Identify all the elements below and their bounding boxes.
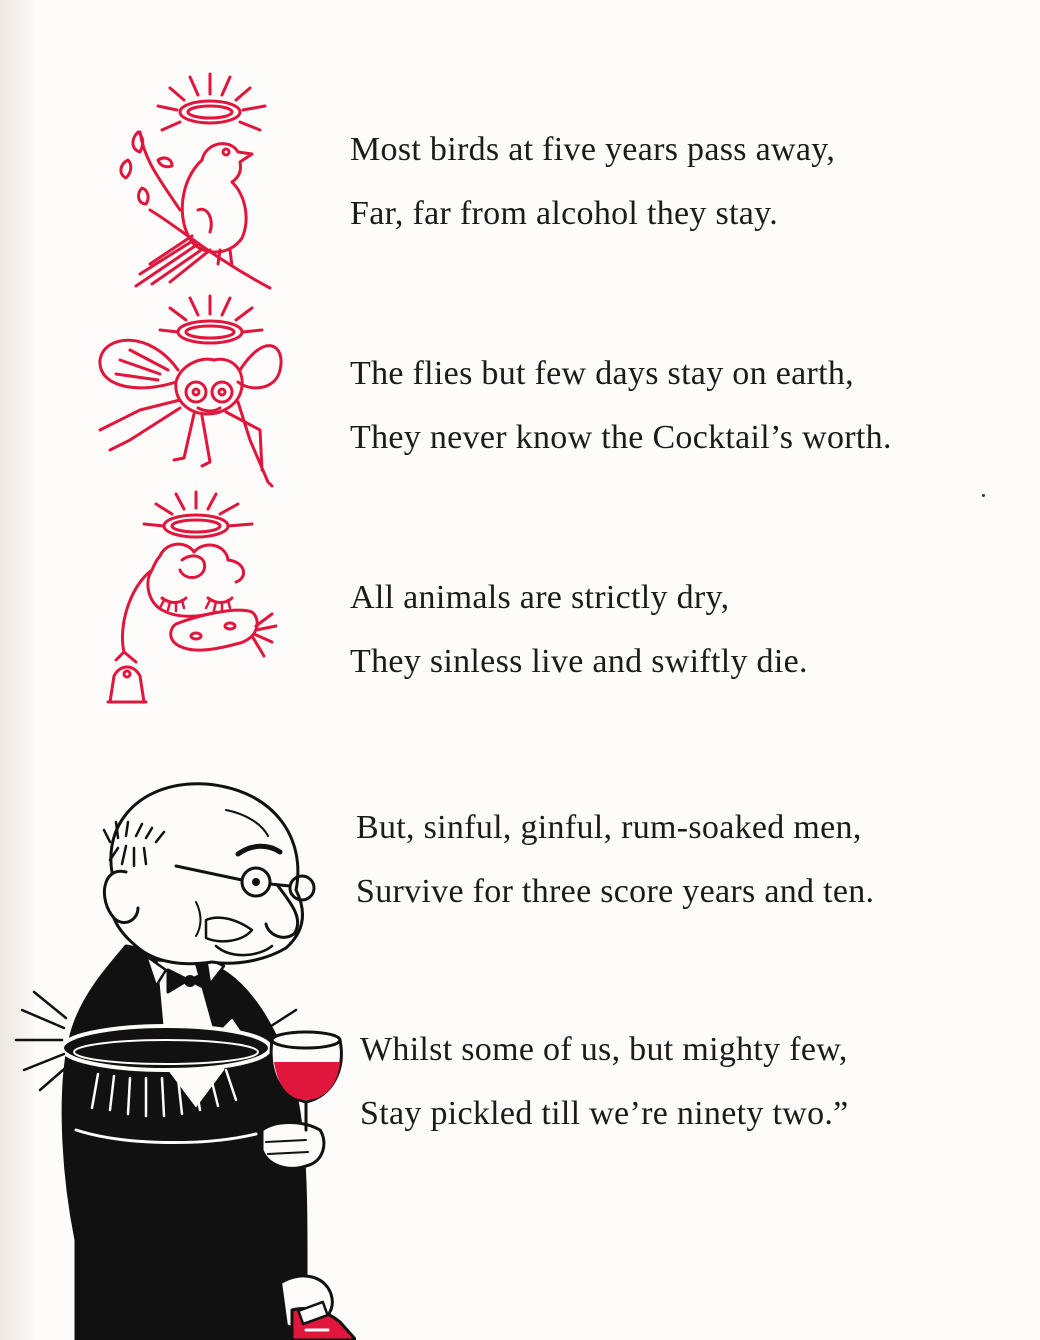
paper-speck	[982, 494, 985, 497]
poem-line: Far, far from alcohol they stay.	[350, 195, 779, 232]
poem-line: Whilst some of us, but mighty few,	[360, 1031, 848, 1068]
poem-line: They never know the Cocktail’s worth.	[350, 419, 892, 456]
stanza-4	[356, 796, 874, 924]
stanza-1	[350, 118, 835, 246]
poem-line: The flies but few days stay on earth,	[350, 355, 854, 392]
stanza-5	[360, 1018, 849, 1146]
haloed-bird-icon	[80, 60, 290, 300]
poem-line: Stay pickled till we’re ninety two.”	[360, 1095, 849, 1132]
poem-line: Most birds at five years pass away,	[350, 131, 836, 168]
haloed-cow-icon	[96, 486, 286, 726]
stanza-3	[350, 566, 808, 694]
poem-line: All animals are strictly dry,	[350, 579, 730, 616]
old-man-with-wine-icon	[6, 770, 356, 1340]
poem-line: Survive for three score years and ten.	[356, 873, 875, 910]
stanza-2	[350, 342, 892, 470]
poem-line: But, sinful, ginful, rum-soaked men,	[356, 809, 862, 846]
haloed-fly-icon	[90, 290, 290, 500]
poem-line: They sinless live and swiftly die.	[350, 643, 808, 680]
